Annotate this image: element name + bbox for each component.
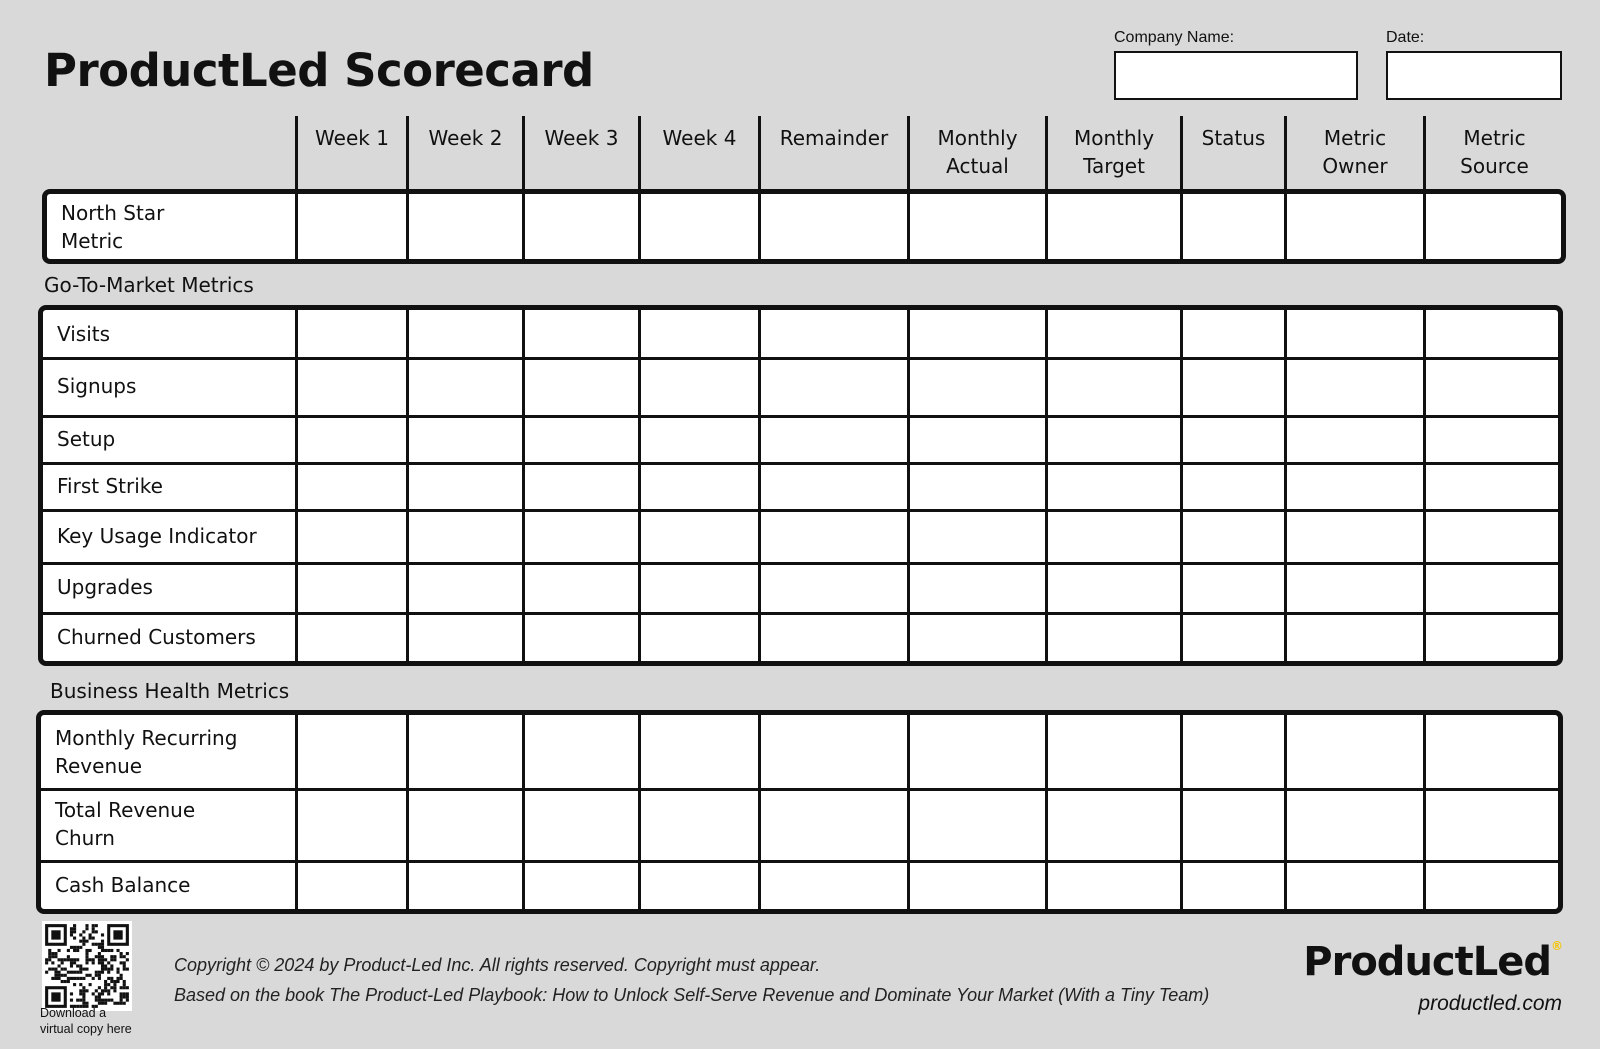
input-cell-key-usage-indicator-week-1[interactable]: [298, 512, 406, 562]
business-health-row: [41, 788, 1558, 860]
input-cell-cash-balance-metric-source[interactable]: [1426, 863, 1563, 909]
business-health-row: [41, 715, 1558, 788]
input-cell-setup-week-2[interactable]: [409, 418, 522, 462]
input-cell-cash-balance-week-1[interactable]: [298, 863, 406, 909]
input-cell-signups-monthly-actual[interactable]: [910, 360, 1045, 415]
input-cell-north-star-metric-monthly-target[interactable]: [1048, 194, 1180, 259]
input-cell-north-star-metric-week-3[interactable]: [525, 194, 638, 259]
qr-code-icon[interactable]: [42, 921, 132, 1011]
input-cell-monthly-recurring-revenue-monthly-actual[interactable]: [910, 715, 1045, 788]
input-cell-churned-customers-week-1[interactable]: [298, 615, 406, 661]
north-star-frame: [42, 189, 1566, 264]
input-cell-monthly-recurring-revenue-week-2[interactable]: [409, 715, 522, 788]
input-cell-total-revenue-churn-metric-owner[interactable]: [1287, 791, 1423, 860]
input-cell-churned-customers-metric-owner[interactable]: [1287, 615, 1423, 661]
input-cell-monthly-recurring-revenue-remainder[interactable]: [761, 715, 907, 788]
input-cell-monthly-recurring-revenue-metric-source[interactable]: [1426, 715, 1563, 788]
row-label-cash-balance: Cash Balance: [55, 872, 191, 897]
input-cell-monthly-recurring-revenue-monthly-target[interactable]: [1048, 715, 1180, 788]
input-cell-setup-week-4[interactable]: [641, 418, 758, 462]
input-cell-total-revenue-churn-week-4[interactable]: [641, 791, 758, 860]
input-cell-cash-balance-status[interactable]: [1183, 863, 1284, 909]
input-cell-cash-balance-week-3[interactable]: [525, 863, 638, 909]
go-to-market-row: [43, 415, 1558, 462]
input-cell-upgrades-week-4[interactable]: [641, 565, 758, 612]
go-to-market-row: [43, 612, 1558, 661]
brand-wordmark: ProductLed: [1303, 939, 1551, 985]
business-health-section-title: Business Health Metrics: [50, 679, 290, 703]
input-cell-total-revenue-churn-monthly-actual[interactable]: [910, 791, 1045, 860]
input-cell-monthly-recurring-revenue-metric-owner[interactable]: [1287, 715, 1423, 788]
input-cell-first-strike-metric-owner[interactable]: [1287, 465, 1423, 509]
based-on-book-text: Based on the book The Product-Led Playbook: How to Unlock Self-Serve Revenue and Dominate Your Market (With a Tiny Team): [174, 985, 1210, 1005]
go-to-market-frame: [38, 305, 1563, 666]
input-cell-cash-balance-monthly-actual[interactable]: [910, 863, 1045, 909]
column-header-week-4: Week 4: [638, 116, 758, 190]
input-cell-upgrades-monthly-actual[interactable]: [910, 565, 1045, 612]
input-cell-first-strike-monthly-actual[interactable]: [910, 465, 1045, 509]
website-link[interactable]: productled.com: [1418, 992, 1562, 1015]
input-cell-first-strike-metric-source[interactable]: [1426, 465, 1563, 509]
column-header-metric-source: Metric Source: [1423, 116, 1563, 190]
input-cell-key-usage-indicator-status[interactable]: [1183, 512, 1284, 562]
row-label-monthly-recurring-revenue: Monthly Recurring Revenue: [55, 725, 238, 778]
date-field: [1386, 29, 1562, 100]
input-cell-visits-week-1[interactable]: [298, 310, 406, 357]
input-cell-cash-balance-week-2[interactable]: [409, 863, 522, 909]
input-cell-signups-metric-owner[interactable]: [1287, 360, 1423, 415]
input-cell-cash-balance-monthly-target[interactable]: [1048, 863, 1180, 909]
input-cell-monthly-recurring-revenue-week-3[interactable]: [525, 715, 638, 788]
company-name-field: [1114, 29, 1358, 100]
company-name-label: Company Name:: [1114, 29, 1235, 46]
input-cell-total-revenue-churn-week-1[interactable]: [298, 791, 406, 860]
input-cell-monthly-recurring-revenue-status[interactable]: [1183, 715, 1284, 788]
row-label-setup: Setup: [57, 426, 116, 451]
input-cell-upgrades-status[interactable]: [1183, 565, 1284, 612]
input-cell-churned-customers-monthly-actual[interactable]: [910, 615, 1045, 661]
column-header-status: Status: [1180, 116, 1284, 190]
column-headers: [0, 116, 1600, 190]
column-header-monthly-target: Monthly Target: [1045, 116, 1180, 190]
input-cell-north-star-metric-metric-source[interactable]: [1426, 194, 1563, 259]
input-cell-churned-customers-remainder[interactable]: [761, 615, 907, 661]
input-cell-first-strike-status[interactable]: [1183, 465, 1284, 509]
input-cell-churned-customers-week-3[interactable]: [525, 615, 638, 661]
input-cell-key-usage-indicator-week-4[interactable]: [641, 512, 758, 562]
row-label-upgrades: Upgrades: [57, 575, 153, 599]
column-header-monthly-actual: Monthly Actual: [907, 116, 1045, 190]
input-cell-signups-metric-source[interactable]: [1426, 360, 1563, 415]
input-cell-first-strike-week-3[interactable]: [525, 465, 638, 509]
input-cell-setup-week-1[interactable]: [298, 418, 406, 462]
input-cell-signups-week-4[interactable]: [641, 360, 758, 415]
input-cell-visits-monthly-target[interactable]: [1048, 310, 1180, 357]
business-health-frame: [36, 710, 1563, 914]
input-cell-churned-customers-week-4[interactable]: [641, 615, 758, 661]
input-cell-key-usage-indicator-metric-source[interactable]: [1426, 512, 1563, 562]
input-cell-upgrades-metric-source[interactable]: [1426, 565, 1563, 612]
qr-download-note: Download a virtual copy here: [40, 1006, 132, 1036]
input-cell-first-strike-remainder[interactable]: [761, 465, 907, 509]
row-label-visits: Visits: [57, 321, 111, 346]
north-star-row: [47, 194, 1561, 259]
input-cell-total-revenue-churn-metric-source[interactable]: [1426, 791, 1563, 860]
go-to-market-row: [43, 357, 1558, 415]
column-header-remainder: Remainder: [758, 116, 907, 190]
input-cell-key-usage-indicator-week-3[interactable]: [525, 512, 638, 562]
go-to-market-row: [43, 562, 1558, 612]
input-cell-cash-balance-remainder[interactable]: [761, 863, 907, 909]
input-cell-upgrades-week-2[interactable]: [409, 565, 522, 612]
input-cell-total-revenue-churn-status[interactable]: [1183, 791, 1284, 860]
copyright-text: Copyright © 2024 by Product-Led Inc. All rights reserved. Copyright must appear.: [174, 955, 821, 975]
input-cell-first-strike-week-1[interactable]: [298, 465, 406, 509]
productled-logo: [1303, 939, 1562, 985]
input-cell-visits-remainder[interactable]: [761, 310, 907, 357]
input-cell-visits-monthly-actual[interactable]: [910, 310, 1045, 357]
row-label-signups: Signups: [57, 374, 137, 398]
column-header-week-3: Week 3: [522, 116, 638, 190]
input-cell-key-usage-indicator-monthly-actual[interactable]: [910, 512, 1045, 562]
input-cell-first-strike-week-4[interactable]: [641, 465, 758, 509]
input-cell-setup-remainder[interactable]: [761, 418, 907, 462]
input-cell-first-strike-week-2[interactable]: [409, 465, 522, 509]
input-cell-upgrades-week-1[interactable]: [298, 565, 406, 612]
input-cell-cash-balance-week-4[interactable]: [641, 863, 758, 909]
input-cell-setup-week-3[interactable]: [525, 418, 638, 462]
input-cell-north-star-metric-monthly-actual[interactable]: [910, 194, 1045, 259]
input-cell-setup-metric-owner[interactable]: [1287, 418, 1423, 462]
input-cell-total-revenue-churn-week-2[interactable]: [409, 791, 522, 860]
input-cell-visits-metric-source[interactable]: [1426, 310, 1563, 357]
input-cell-churned-customers-monthly-target[interactable]: [1048, 615, 1180, 661]
input-cell-setup-monthly-target[interactable]: [1048, 418, 1180, 462]
input-cell-signups-status[interactable]: [1183, 360, 1284, 415]
input-cell-monthly-recurring-revenue-week-1[interactable]: [298, 715, 406, 788]
input-cell-monthly-recurring-revenue-week-4[interactable]: [641, 715, 758, 788]
column-header-week-1: Week 1: [295, 116, 406, 190]
date-label: Date:: [1386, 29, 1425, 46]
input-cell-churned-customers-week-2[interactable]: [409, 615, 522, 661]
input-cell-key-usage-indicator-remainder[interactable]: [761, 512, 907, 562]
input-cell-visits-week-4[interactable]: [641, 310, 758, 357]
input-cell-signups-week-3[interactable]: [525, 360, 638, 415]
row-label-churned-customers: Churned Customers: [57, 624, 256, 649]
go-to-market-row: [43, 509, 1558, 562]
go-to-market-row: [43, 310, 1558, 357]
input-cell-upgrades-week-3[interactable]: [525, 565, 638, 612]
column-header-week-2: Week 2: [406, 116, 522, 190]
input-cell-north-star-metric-metric-owner[interactable]: [1287, 194, 1423, 259]
input-cell-visits-week-2[interactable]: [409, 310, 522, 357]
input-cell-churned-customers-metric-source[interactable]: [1426, 615, 1563, 661]
input-cell-total-revenue-churn-monthly-target[interactable]: [1048, 791, 1180, 860]
input-cell-north-star-metric-week-1[interactable]: [298, 194, 406, 259]
input-cell-setup-metric-source[interactable]: [1426, 418, 1563, 462]
go-to-market-row: [43, 462, 1558, 509]
input-cell-north-star-metric-week-4[interactable]: [641, 194, 758, 259]
row-label-first-strike: First Strike: [57, 473, 163, 498]
input-cell-north-star-metric-week-2[interactable]: [409, 194, 522, 259]
row-label-key-usage-indicator: Key Usage Indicator: [57, 523, 257, 548]
input-cell-key-usage-indicator-monthly-target[interactable]: [1048, 512, 1180, 562]
input-cell-key-usage-indicator-metric-owner[interactable]: [1287, 512, 1423, 562]
column-header-metric-owner: Metric Owner: [1284, 116, 1423, 190]
row-label-north-star-metric: North Star Metric: [61, 200, 165, 253]
input-cell-first-strike-monthly-target[interactable]: [1048, 465, 1180, 509]
date-input[interactable]: [1386, 51, 1562, 100]
input-cell-setup-monthly-actual[interactable]: [910, 418, 1045, 462]
input-cell-signups-week-2[interactable]: [409, 360, 522, 415]
company-name-input[interactable]: [1114, 51, 1358, 100]
input-cell-visits-metric-owner[interactable]: [1287, 310, 1423, 357]
input-cell-setup-status[interactable]: [1183, 418, 1284, 462]
input-cell-total-revenue-churn-remainder[interactable]: [761, 791, 907, 860]
business-health-row: [41, 860, 1558, 909]
page-title: ProductLed Scorecard: [44, 44, 594, 97]
input-cell-signups-week-1[interactable]: [298, 360, 406, 415]
input-cell-total-revenue-churn-week-3[interactable]: [525, 791, 638, 860]
row-label-total-revenue-churn: Total Revenue Churn: [55, 798, 196, 850]
input-cell-north-star-metric-status[interactable]: [1183, 194, 1284, 259]
go-to-market-section-title: Go-To-Market Metrics: [44, 273, 254, 297]
input-cell-visits-week-3[interactable]: [525, 310, 638, 357]
input-cell-upgrades-monthly-target[interactable]: [1048, 565, 1180, 612]
input-cell-signups-remainder[interactable]: [761, 360, 907, 415]
input-cell-visits-status[interactable]: [1183, 310, 1284, 357]
registered-mark-icon: ®: [1551, 939, 1562, 953]
input-cell-upgrades-remainder[interactable]: [761, 565, 907, 612]
input-cell-upgrades-metric-owner[interactable]: [1287, 565, 1423, 612]
input-cell-signups-monthly-target[interactable]: [1048, 360, 1180, 415]
input-cell-churned-customers-status[interactable]: [1183, 615, 1284, 661]
input-cell-key-usage-indicator-week-2[interactable]: [409, 512, 522, 562]
input-cell-cash-balance-metric-owner[interactable]: [1287, 863, 1423, 909]
input-cell-north-star-metric-remainder[interactable]: [761, 194, 907, 259]
